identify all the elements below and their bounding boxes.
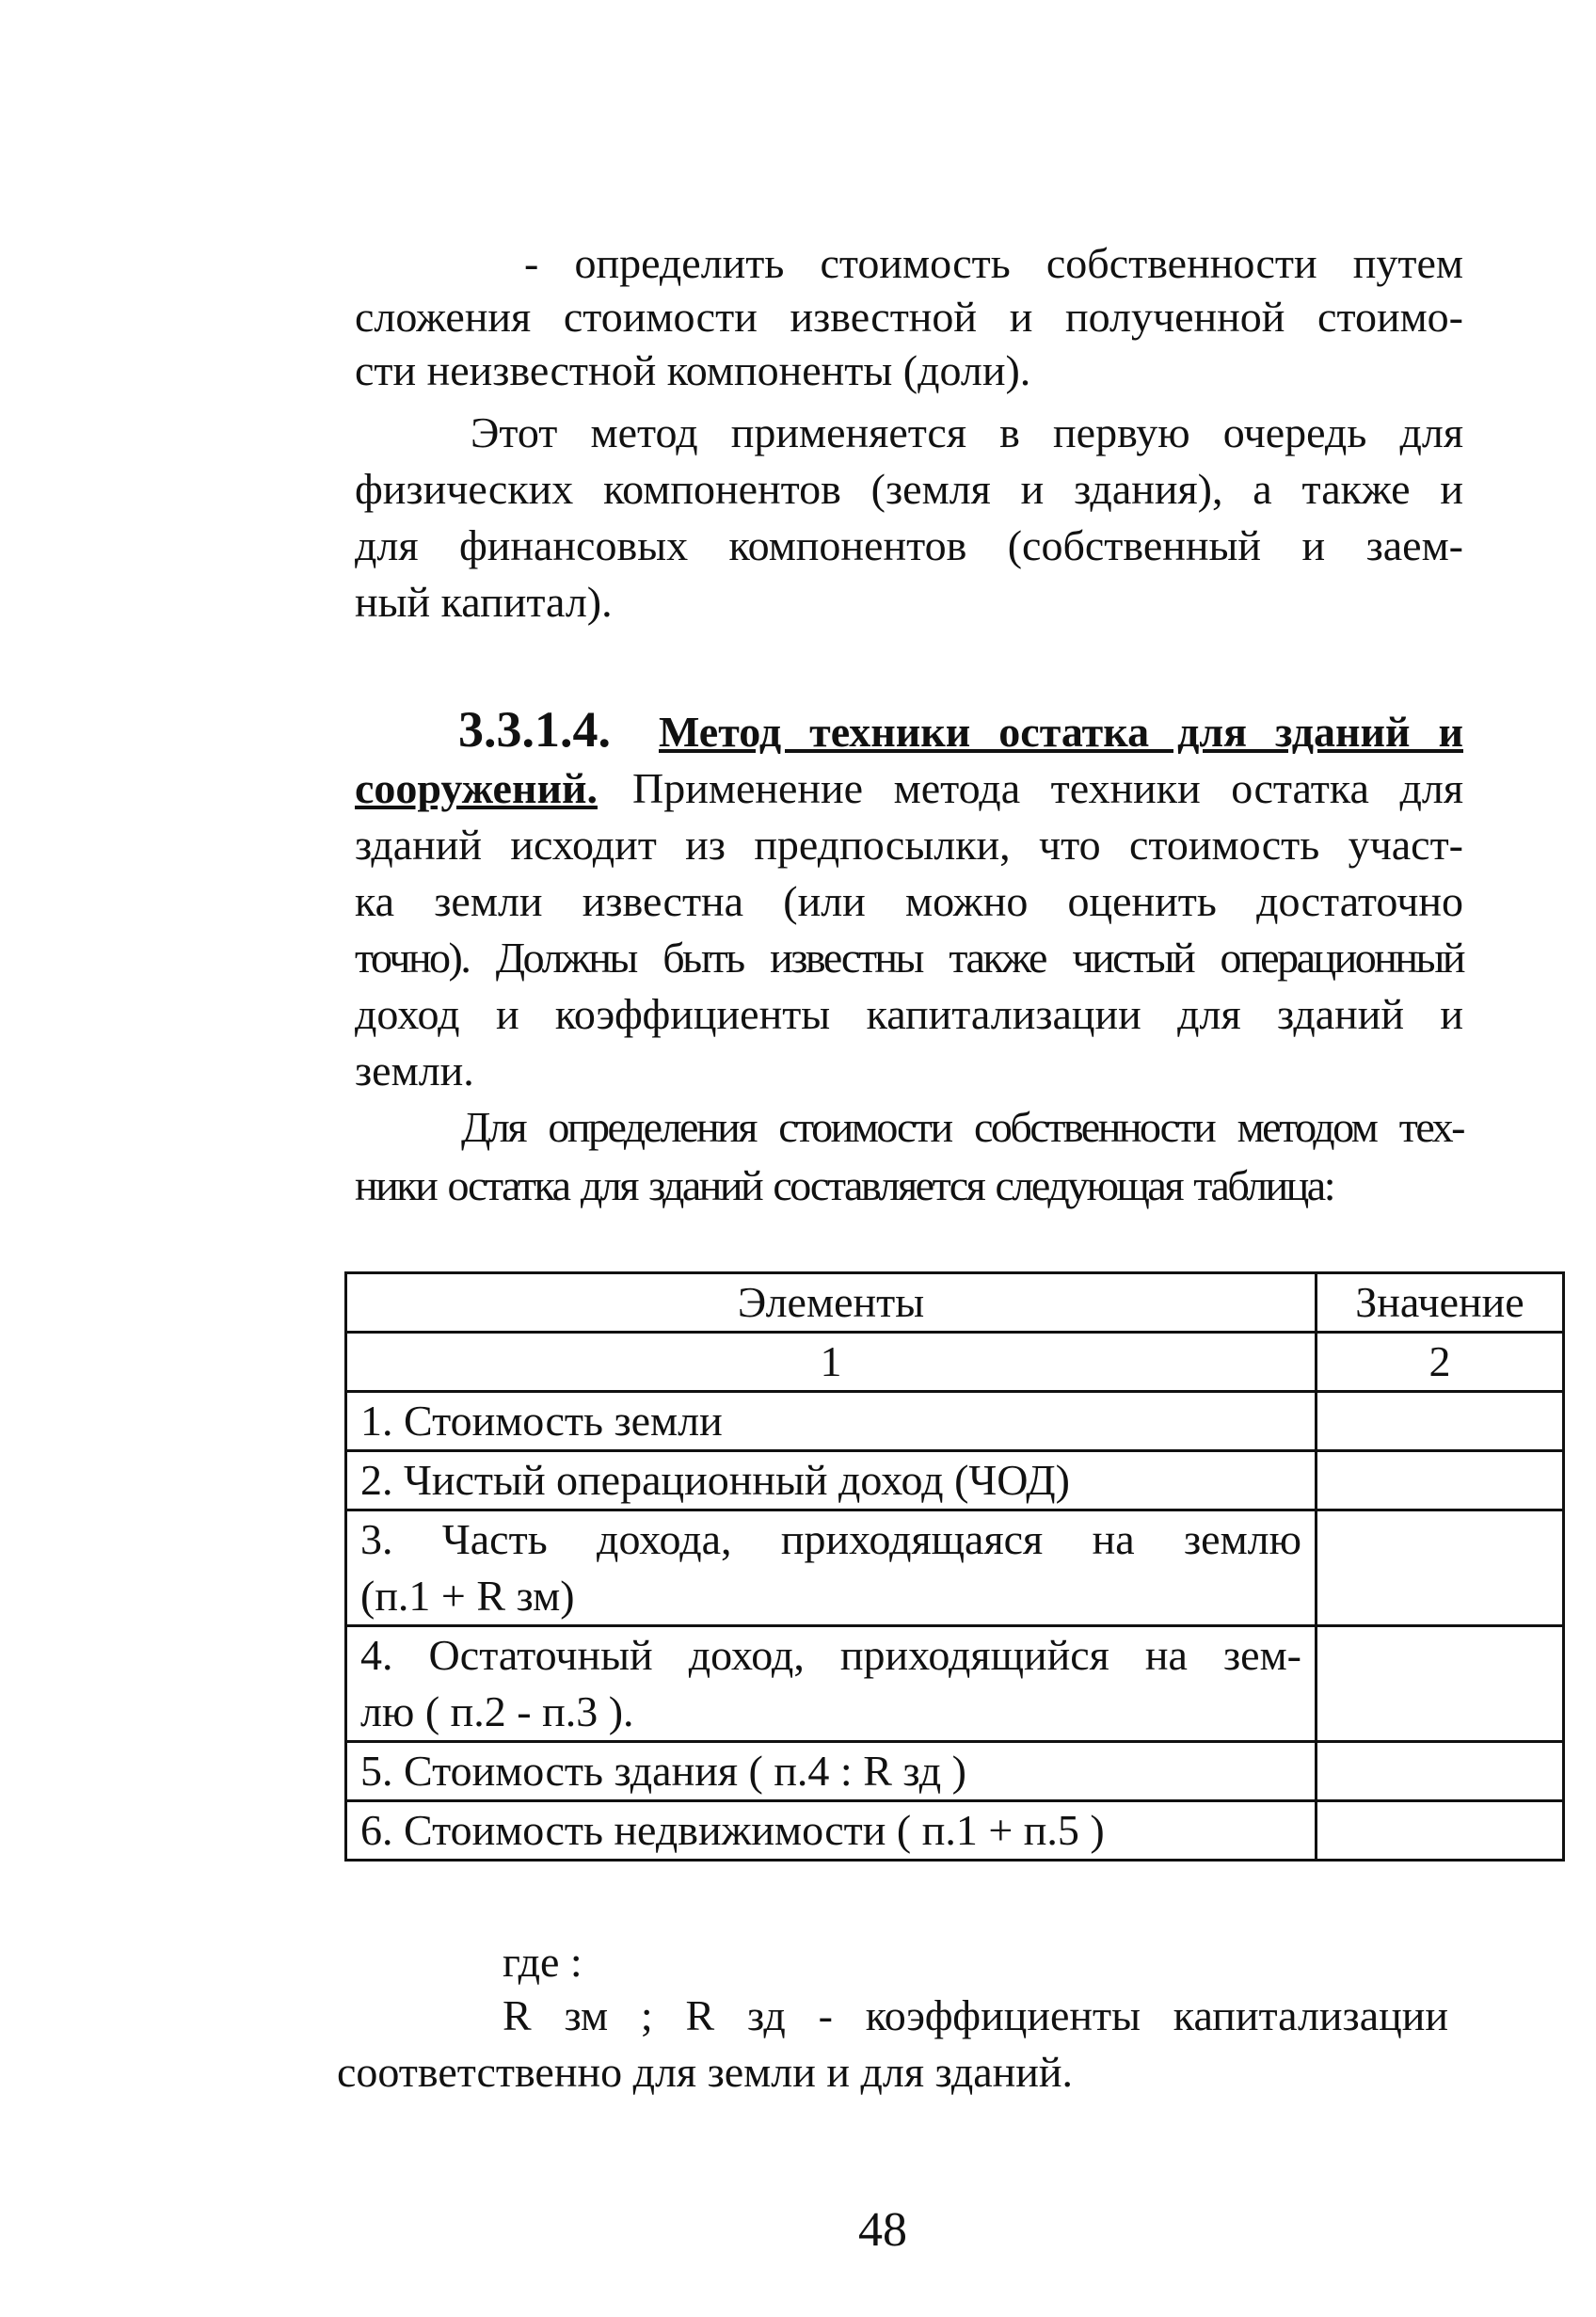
table-row: [346, 1626, 1564, 1742]
text-line: Для определения стоимости собственности методом тех-: [461, 1103, 1463, 1151]
footnote-where: где :: [503, 1938, 583, 1986]
row-label: [346, 1510, 1317, 1626]
table-row: [346, 1742, 1564, 1801]
text-line: доход и коэффициенты капитализации для зданий и: [355, 990, 1463, 1038]
row-value: [1317, 1451, 1564, 1510]
header-elements: Элементы: [346, 1273, 1317, 1333]
text-line: Применение метода техники остатка для: [632, 764, 1463, 812]
table-row: [346, 1392, 1564, 1451]
text-line: соответственно для земли и для зданий.: [337, 2048, 1073, 2096]
row-value: [1317, 1392, 1564, 1451]
page-number: 48: [858, 2203, 907, 2257]
row-label: [346, 1626, 1317, 1742]
row-label: 6. Стоимость недвижимости ( п.1 + п.5 ): [346, 1801, 1317, 1861]
text-line: Этот метод применяется в первую очередь для: [471, 408, 1463, 456]
row-label-line: 3. Часть дохода, приходящаяся на землю: [360, 1515, 1301, 1563]
row-value: [1317, 1742, 1564, 1801]
column-number: 1: [346, 1333, 1317, 1392]
residual-technique-table: [344, 1271, 1565, 1862]
row-value: [1317, 1801, 1564, 1861]
text-line: ники остатка для зданий составляется следующая таблица:: [355, 1161, 1333, 1209]
text-line: ный капитал).: [355, 578, 613, 626]
text-line: сти неизвестной компоненты (доли).: [355, 346, 1031, 394]
table-row: [346, 1801, 1564, 1861]
section-title-continued: сооружений.: [355, 764, 598, 812]
text-line: ка земли известна (или можно оценить достаточно: [355, 877, 1463, 925]
table-row: [346, 1451, 1564, 1510]
row-label-line: 4. Остаточный доход, приходящийся на зем-: [360, 1631, 1301, 1679]
text-line: физических компонентов (земля и здания), а также и: [355, 465, 1463, 513]
table-number-row: [346, 1333, 1564, 1392]
text-line: R зм ; R зд - коэффициенты капитализации: [503, 1991, 1448, 2039]
row-label-line: лю ( п.2 - п.3 ).: [360, 1687, 634, 1735]
table-row: [346, 1510, 1564, 1626]
section-number: 3.3.1.4.: [458, 701, 611, 758]
column-number: 2: [1317, 1333, 1564, 1392]
row-label: 5. Стоимость здания ( п.4 : R зд ): [346, 1742, 1317, 1801]
header-value: Значение: [1317, 1273, 1564, 1333]
row-value: [1317, 1510, 1564, 1626]
text-line: - определить стоимость собственности путем: [524, 239, 1463, 287]
row-label: 2. Чистый операционный доход (ЧОД): [346, 1451, 1317, 1510]
row-label: 1. Стоимость земли: [346, 1392, 1317, 1451]
text-line: зданий исходит из предпосылки, что стоимость участ-: [355, 821, 1463, 869]
section-title: Метод техники остатка для зданий и: [659, 708, 1463, 756]
table-header-row: [346, 1273, 1564, 1333]
text-line: сложения стоимости известной и полученной стоимо-: [355, 293, 1463, 341]
text-line: земли.: [355, 1047, 474, 1095]
row-value: [1317, 1626, 1564, 1742]
text-line: для финансовых компонентов (собственный и заем-: [355, 521, 1463, 569]
text-line: точно). Должны быть известны также чистый операционный: [355, 934, 1463, 982]
row-label-line: (п.1 + R зм): [360, 1572, 575, 1620]
